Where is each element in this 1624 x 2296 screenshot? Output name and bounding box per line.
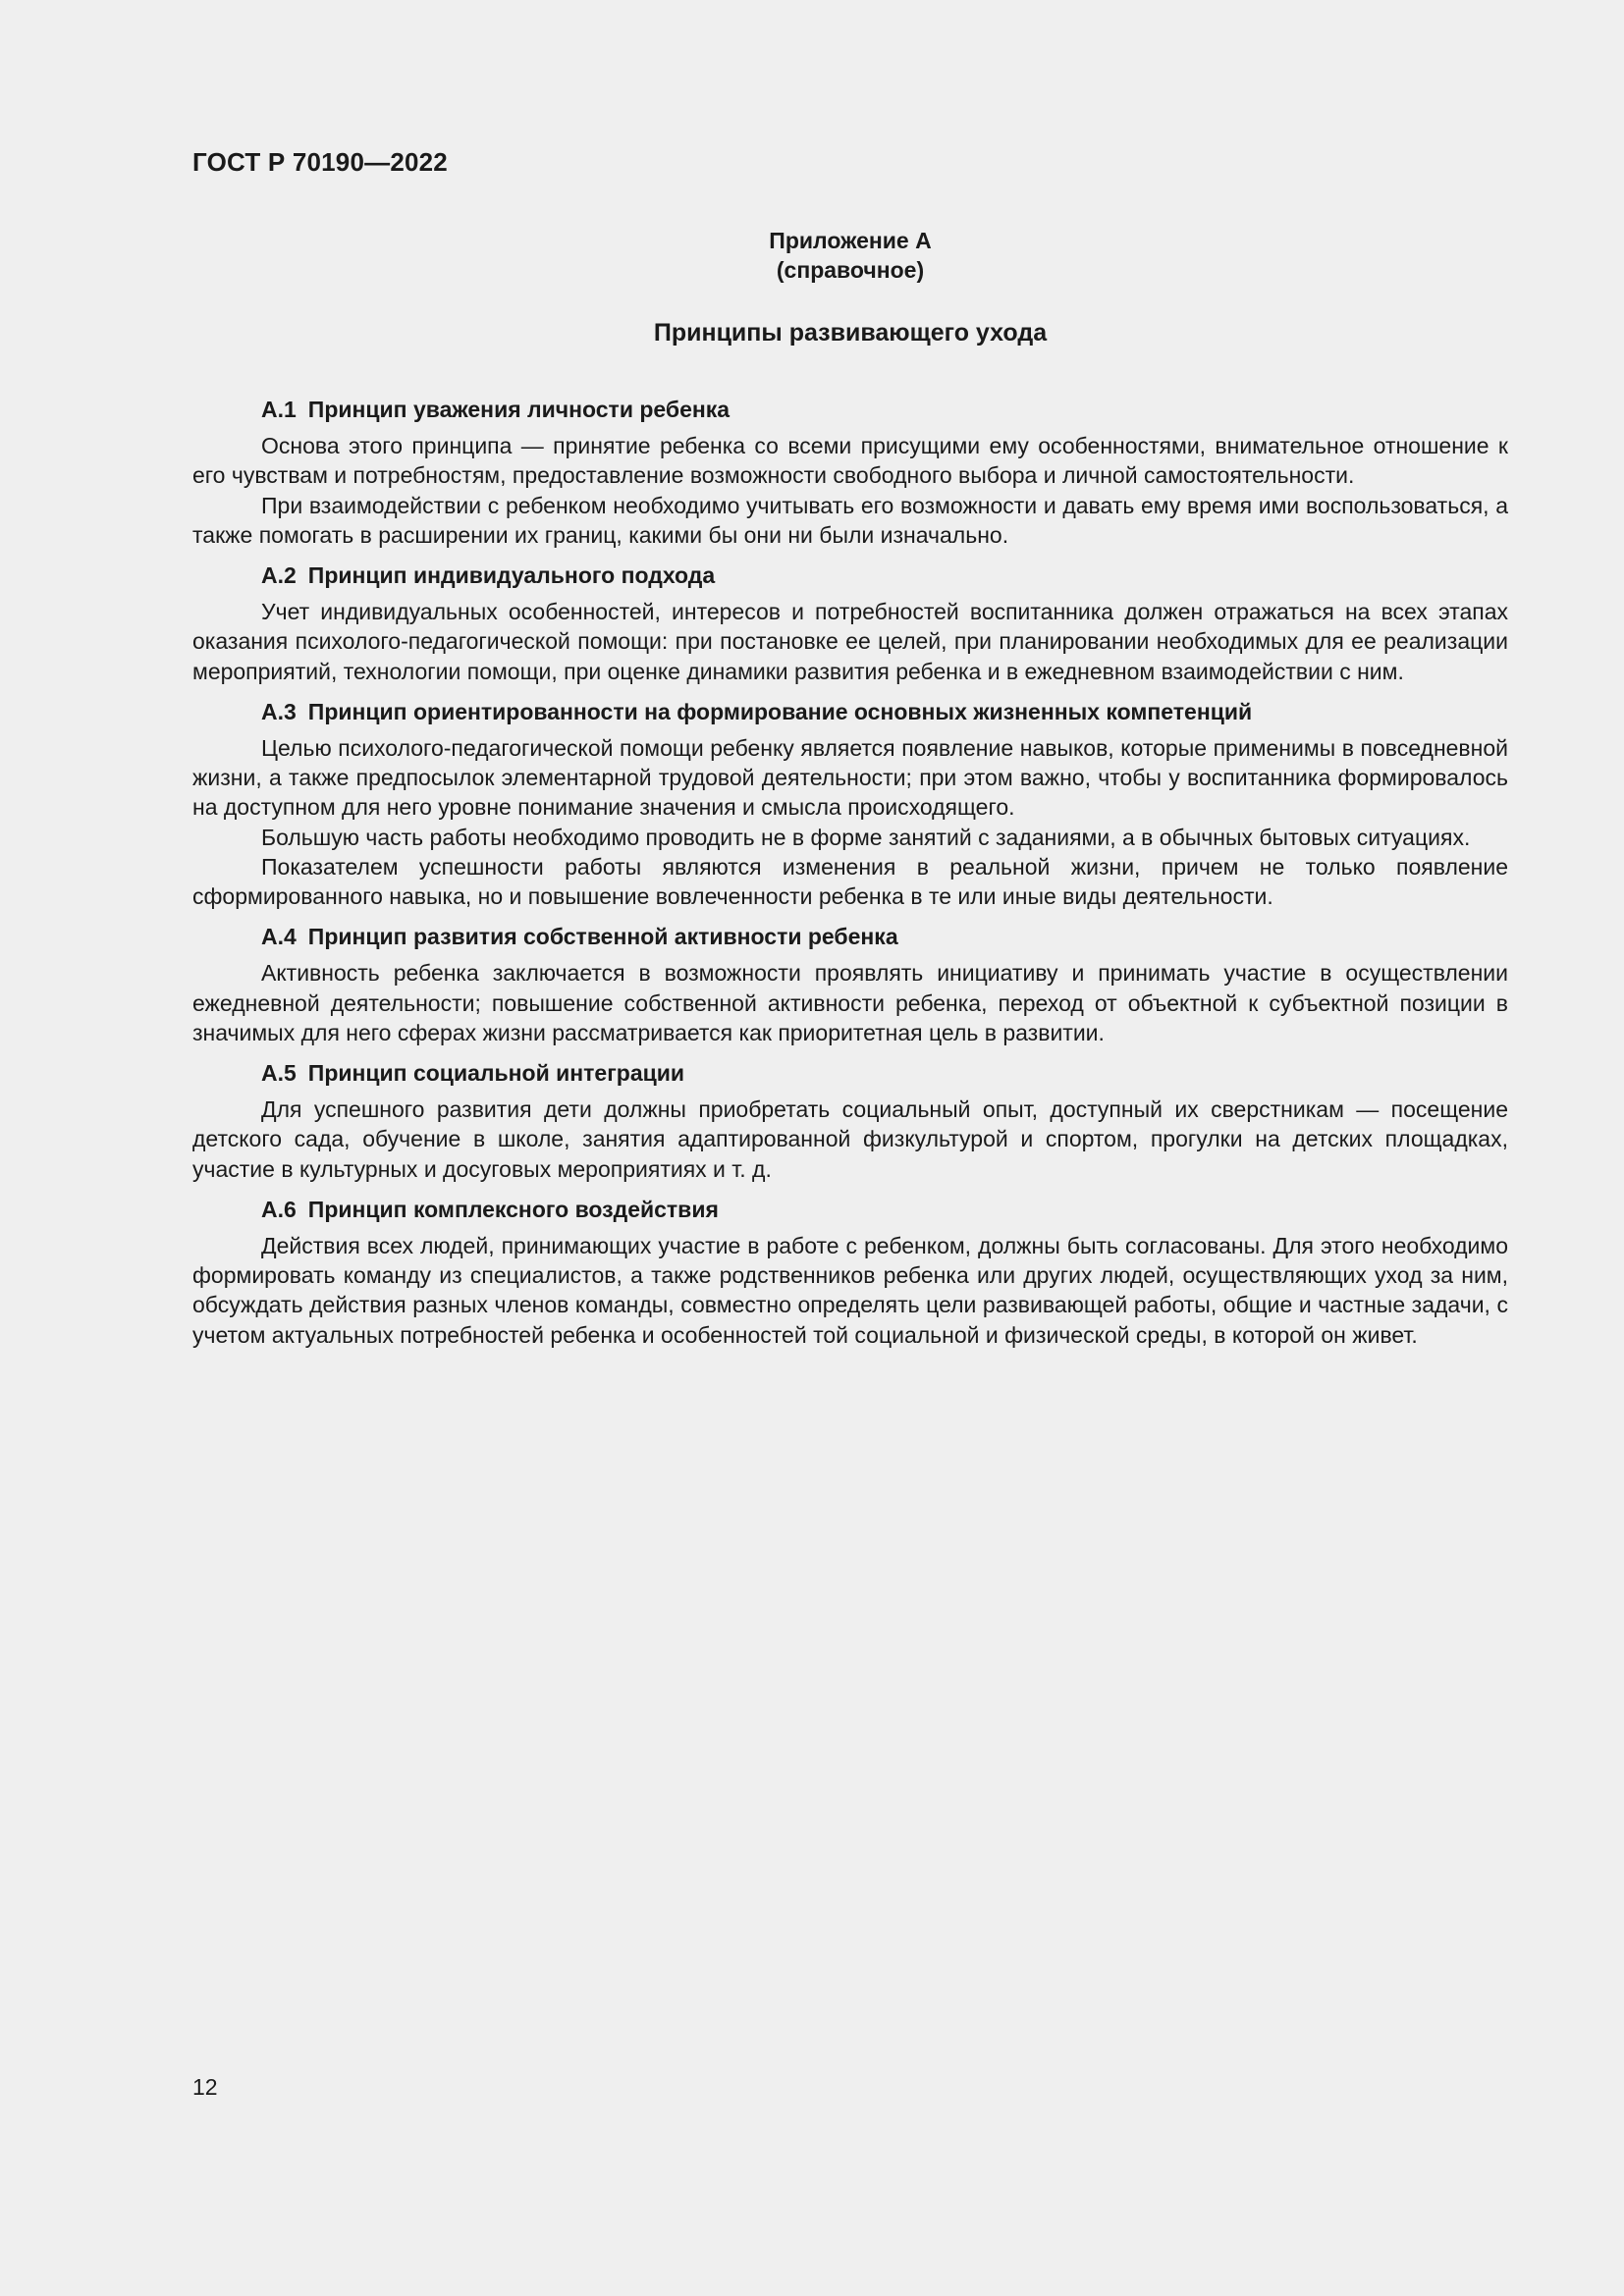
paragraph: Большую часть работы необходимо проводить не в форме занятий с заданиями, а в обычных бытовых ситуациях. [261, 824, 1471, 850]
section-heading [192, 1195, 1508, 1224]
section-a2 [192, 561, 1508, 686]
section-title: Принцип комплексного воздействия [307, 1196, 719, 1222]
paragraph: Действия всех людей, принимающих участие в работе с ребенком, должны быть согласованы. Для этого необходимо формировать команду из специалистов, а также родственников ребенка или других людей, осуществляющих уход за ним, обсуждать действия разных членов команды, совместно определять цели развивающей работы, общие и частные задачи, с учетом актуальных потребностей ребенка и особенностей той социальной и физической среды, в которой он живет. [192, 1233, 1508, 1348]
section-heading [192, 697, 1508, 726]
section-heading [192, 395, 1508, 424]
paragraph: Учет индивидуальных особенностей, интересов и потребностей воспитанника должен отражаться на всех этапах оказания психолого-педагогической помощи: при постановке ее целей, при планировании необходимых для ее реализации мероприятий, технологии помощи, при оценке динамики развития ребенка и в ежедневном взаимодействии с ним. [192, 599, 1508, 684]
paragraph: Активность ребенка заключается в возможности проявлять инициативу и принимать участие в осуществлении ежедневной деятельности; повышение собственной активности ребенка, переход от объектной к субъектной позиции в значимых для него сферах жизни рассматривается как приоритетная цель в развитии. [192, 960, 1508, 1045]
section-a6 [192, 1195, 1508, 1350]
page-number: 12 [192, 2074, 218, 2100]
section-title: Принцип социальной интеграции [307, 1060, 685, 1087]
section-number: А.5 [261, 1060, 297, 1087]
section-number: А.1 [261, 397, 297, 422]
appendix-label: Приложение А [769, 228, 932, 253]
section-number: А.2 [261, 562, 297, 589]
section-title: Принцип индивидуального подхода [307, 562, 716, 589]
section-heading [192, 1058, 1508, 1088]
section-number: А.4 [261, 924, 297, 950]
section-heading [192, 561, 1508, 590]
section-a1 [192, 395, 1508, 550]
appendix-heading [192, 226, 1508, 285]
appendix-type: (справочное) [776, 257, 925, 283]
paragraph: При взаимодействии с ребенком необходимо учитывать его возможности и давать ему время ими воспользоваться, а также помогать в расширении их границ, какими бы они ни были изначально. [192, 492, 1508, 548]
paragraph: Для успешного развития дети должны приобретать социальный опыт, доступный их сверстникам — посещение детского сада, обучение в школе, занятия адаптированной физкультурой и спортом, прогулки на детских площадках, участие в культурных и досуговых мероприятиях и т. д. [192, 1096, 1508, 1182]
appendix-title: Принципы развивающего ухода [653, 319, 1048, 347]
section-title: Принцип развития собственной активности ребенка [307, 924, 898, 950]
document-body [192, 395, 1508, 1350]
section-title: Принцип уважения личности ребенка [307, 397, 731, 422]
section-heading [192, 922, 1508, 951]
section-number: А.3 [261, 698, 297, 724]
section-a3 [192, 697, 1508, 911]
paragraph: Основа этого принципа — принятие ребенка со всеми присущими ему особенностями, внимательное отношение к его чувствам и потребностям, предоставление возможности свободного выбора и личной самостоятельности. [192, 433, 1508, 489]
document-code: ГОСТ Р 70190—2022 [192, 147, 448, 177]
section-a4 [192, 922, 1508, 1047]
section-title: Принцип ориентированности на формирование основных жизненных компетенций [307, 698, 1253, 724]
section-number: А.6 [261, 1196, 297, 1222]
section-a5 [192, 1058, 1508, 1184]
paragraph: Показателем успешности работы являются изменения в реальной жизни, причем не только появление сформированного навыка, но и повышение вовлеченности ребенка в те или иные виды деятельности. [192, 853, 1508, 910]
paragraph: Целью психолого-педагогической помощи ребенку является появление навыков, которые применимы в повседневной жизни, а также предпосылок элементарной трудовой деятельности; при этом важно, чтобы у воспитанника формировалось на доступном для него уровне понимание значения и смысла происходящего. [192, 735, 1508, 821]
